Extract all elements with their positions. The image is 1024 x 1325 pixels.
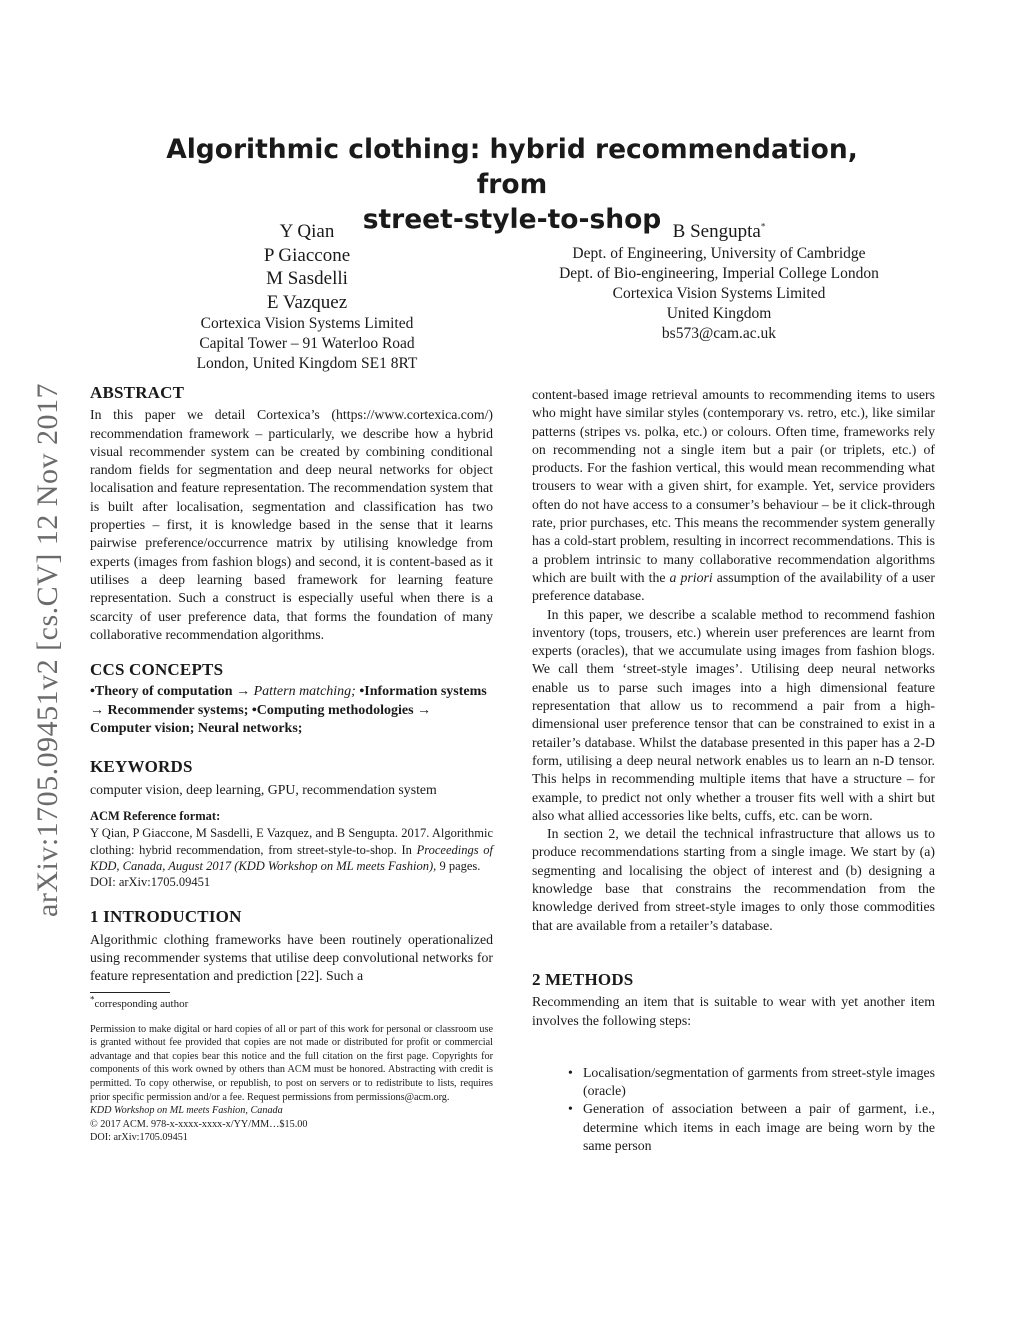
permission-venue — [90, 1104, 493, 1118]
intro-paragraph-3: In section 2, we detail the technical infrastructure that allows us to produce recommendations starting from a single image. We start by (a) segmenting and localising the object of interest and (b) designing a knowledge base that constrains the recommendation from the knowledge derived from street-style images to only those commodities that are available from a retailer’s database. — [532, 826, 935, 933]
introduction-text: Algorithmic clothing frameworks have been routinely operationalized using recommender systems that utilise deep convolutional networks for feature representation and prediction [22]. Such a — [90, 931, 493, 984]
ccs-heading: CCS CONCEPTS — [90, 660, 224, 680]
footnote — [90, 993, 493, 1011]
acm-reference-text — [90, 825, 493, 874]
author-name: E Vazquez — [266, 291, 348, 313]
ccs-concepts — [90, 683, 493, 738]
permission-venue-text: KDD Workshop on ML meets Fashion, Canada — [90, 1105, 283, 1117]
acm-reference-doi: DOI: arXiv:1705.09451 — [90, 875, 211, 890]
author-name: P Giaccone — [263, 244, 351, 266]
ccs-term: •Theory of computation — [90, 684, 233, 700]
acm-reference-body: Y Qian, P Giaccone, M Sasdelli, E Vazquez, and B Sengupta. 2017. Algorithmic clothing: hybrid recommendation, from street-style-to-shop. In — [90, 826, 493, 857]
affiliation-line: Cortexica Vision Systems Limited — [200, 315, 414, 332]
methods-heading: 2 METHODS — [532, 969, 634, 989]
ccs-term: •Computing methodologies — [248, 702, 414, 718]
intro-continued-text-end: assumption of the availability of a user preference database. — [532, 569, 935, 604]
keywords-text: computer vision, deep learning, GPU, recommendation system — [90, 781, 437, 797]
ccs-subterm: Computer vision; Neural networks; — [90, 721, 303, 737]
bullet-icon: • — [568, 1101, 573, 1117]
ccs-subterm: Pattern matching; — [253, 684, 356, 700]
author-block-left — [180, 220, 434, 374]
right-column — [532, 386, 935, 1155]
introduction-heading: 1 INTRODUCTION — [90, 907, 242, 927]
keywords-heading: KEYWORDS — [90, 757, 193, 777]
title-line-2: street-style-to-shop — [362, 204, 662, 235]
intro-paragraph-2: In this paper, we describe a scalable method to recommend fashion inventory (tops, trousers, etc.) wherein user preferences are learnt from experts (oracles), that we accumulate using images from fashion blogs. We call them ‘street-style images’. Utilising deep neural networks enable us to parse such images into a high dimensional feature representation that allow us to recommend a pair from a high-dimensional user preference tensor that can be constrained to exist in a retailer’s database. Whilst the database presented in this paper has a 2-D form, utilising a deep neural network enables us to learn an n-D tensor. This helps in recommending multiple items that have a structure – for example, to predict not only whether a trouser fits well with a shirt but also what allied accessories like belts, cuffs, etc. can be worn. — [532, 606, 935, 823]
ccs-subterm: Recommender systems; — [107, 702, 249, 718]
acm-reference-pages: 9 pages. — [436, 858, 481, 873]
list-item — [532, 1064, 935, 1101]
bullet-icon: • — [568, 1064, 573, 1080]
author-name: Y Qian — [279, 221, 335, 242]
permission-notice: Permission to make digital or hard copies of all or part of this work for personal or classroom use is granted without fee provided that copies are not made or distributed for profit or commercial advantage and that copies bear this notice and the full citation on the first page. Copyrights for components of this work owned by others than ACM must be honored. Abstracting with credit is permitted. To copy otherwise, or republish, to post on servers or to redistribute to lists, requires prior specific permission and/or a fee. Request permissions from permissions@acm.org. — [90, 1023, 493, 1103]
permission-copyright: © 2017 ACM. 978-x-xxxx-xxxx-x/YY/MM…$15.00 — [90, 1118, 308, 1130]
ccs-term: •Information systems — [355, 684, 487, 700]
intro-emphasis: a priori — [669, 569, 713, 585]
permission-doi: DOI: arXiv:1705.09451 — [90, 1132, 188, 1144]
list-item-text: Localisation/segmentation of garments from street-style images (oracle) — [583, 1064, 935, 1099]
list-item — [532, 1100, 935, 1155]
affiliation-line: Cortexica Vision Systems Limited — [612, 284, 826, 302]
list-item-text: Generation of association between a pair of garment, i.e., determine which items in each image are being worn by the same person — [583, 1101, 935, 1153]
left-column — [90, 384, 493, 1145]
methods-text: Recommending an item that is suitable to wear with yet another item involves the following steps: — [532, 994, 935, 1028]
intro-continued-text: content-based image retrieval amounts to recommending items to users who might have similar styles (contemporary vs. retro, etc.), like similar patterns (stripes vs. polka, etc.) or colours. Often time, frameworks rely on recommending not a single item but a pair (or triplets, etc.) of products. For the fashion vertical, this would mean recommending what trousers to wear with a given shirt, for example. Yet, service providers often do not have access to a consumer’s behaviour – be it click-through rate, prior purchases, etc. This means the recommender system generally has a cold-start problem, resulting in incorrect recommendations. This is a problem intrinsic to many collaborative recommendation algorithms which are built with the — [532, 387, 935, 585]
abstract-text: In this paper we detail Cortexica’s (https://www.cortexica.com/) recommendation framework – particularly, we describe how a hybrid visual recommender system can be created by combining conditional random fields for segmentation and deep neural networks for object localisation and feature representation. The recommendation system that is built after localisation, segmentation and classification has two properties – first, it is knowledge based in the sense that it learns pairwise preference/occurrence matrix by utilising knowledge from experts (images from fashion blogs) and second, it is content-based as it utilises a deep learning based framework for learning feature representation. Such a construct is especially useful when there is a scarcity of user preference data, that forms the foundation of many collaborative recommendation algorithms. — [90, 407, 493, 642]
footnote-rule — [90, 992, 170, 993]
ccs-arrow: → — [90, 702, 108, 718]
author-block-right — [520, 220, 918, 344]
author-email: bs573@cam.ac.uk — [661, 324, 777, 342]
footnote-mark: * — [90, 993, 95, 1004]
affiliation-line: Dept. of Engineering, University of Cambridge — [572, 244, 866, 262]
affiliation-line: London, United Kingdom SE1 8RT — [196, 355, 418, 372]
ccs-arrow: → — [413, 702, 432, 718]
abstract-heading: ABSTRACT — [90, 383, 185, 402]
affiliation-line: Dept. of Bio-engineering, Imperial College London — [559, 264, 879, 282]
title-line-1: Algorithmic clothing: hybrid recommendation, from — [166, 134, 858, 200]
author-name: M Sasdelli — [266, 268, 348, 289]
ccs-arrow: → — [232, 684, 254, 700]
affiliation-line: United Kingdom — [666, 304, 772, 322]
arxiv-identifier: arXiv:1705.09451v2 [cs.CV] 12 Nov 2017 — [31, 383, 64, 917]
author-name-text: B Sengupta — [672, 221, 761, 242]
intro-continued-paragraph — [532, 386, 935, 606]
methods-bullet-list — [532, 1064, 935, 1155]
arxiv-sidebar — [28, 350, 68, 950]
acm-reference-venue: Proceedings of KDD, Canada, August 2017 (KDD Workshop on ML meets Fashion), — [90, 842, 493, 873]
acm-reference-label: ACM Reference format: — [90, 808, 221, 823]
author-name — [520, 220, 918, 244]
affiliation-line: Capital Tower – 91 Waterloo Road — [199, 335, 415, 352]
corresponding-author-mark: * — [760, 221, 766, 232]
footnote-text: corresponding author — [94, 997, 189, 1010]
